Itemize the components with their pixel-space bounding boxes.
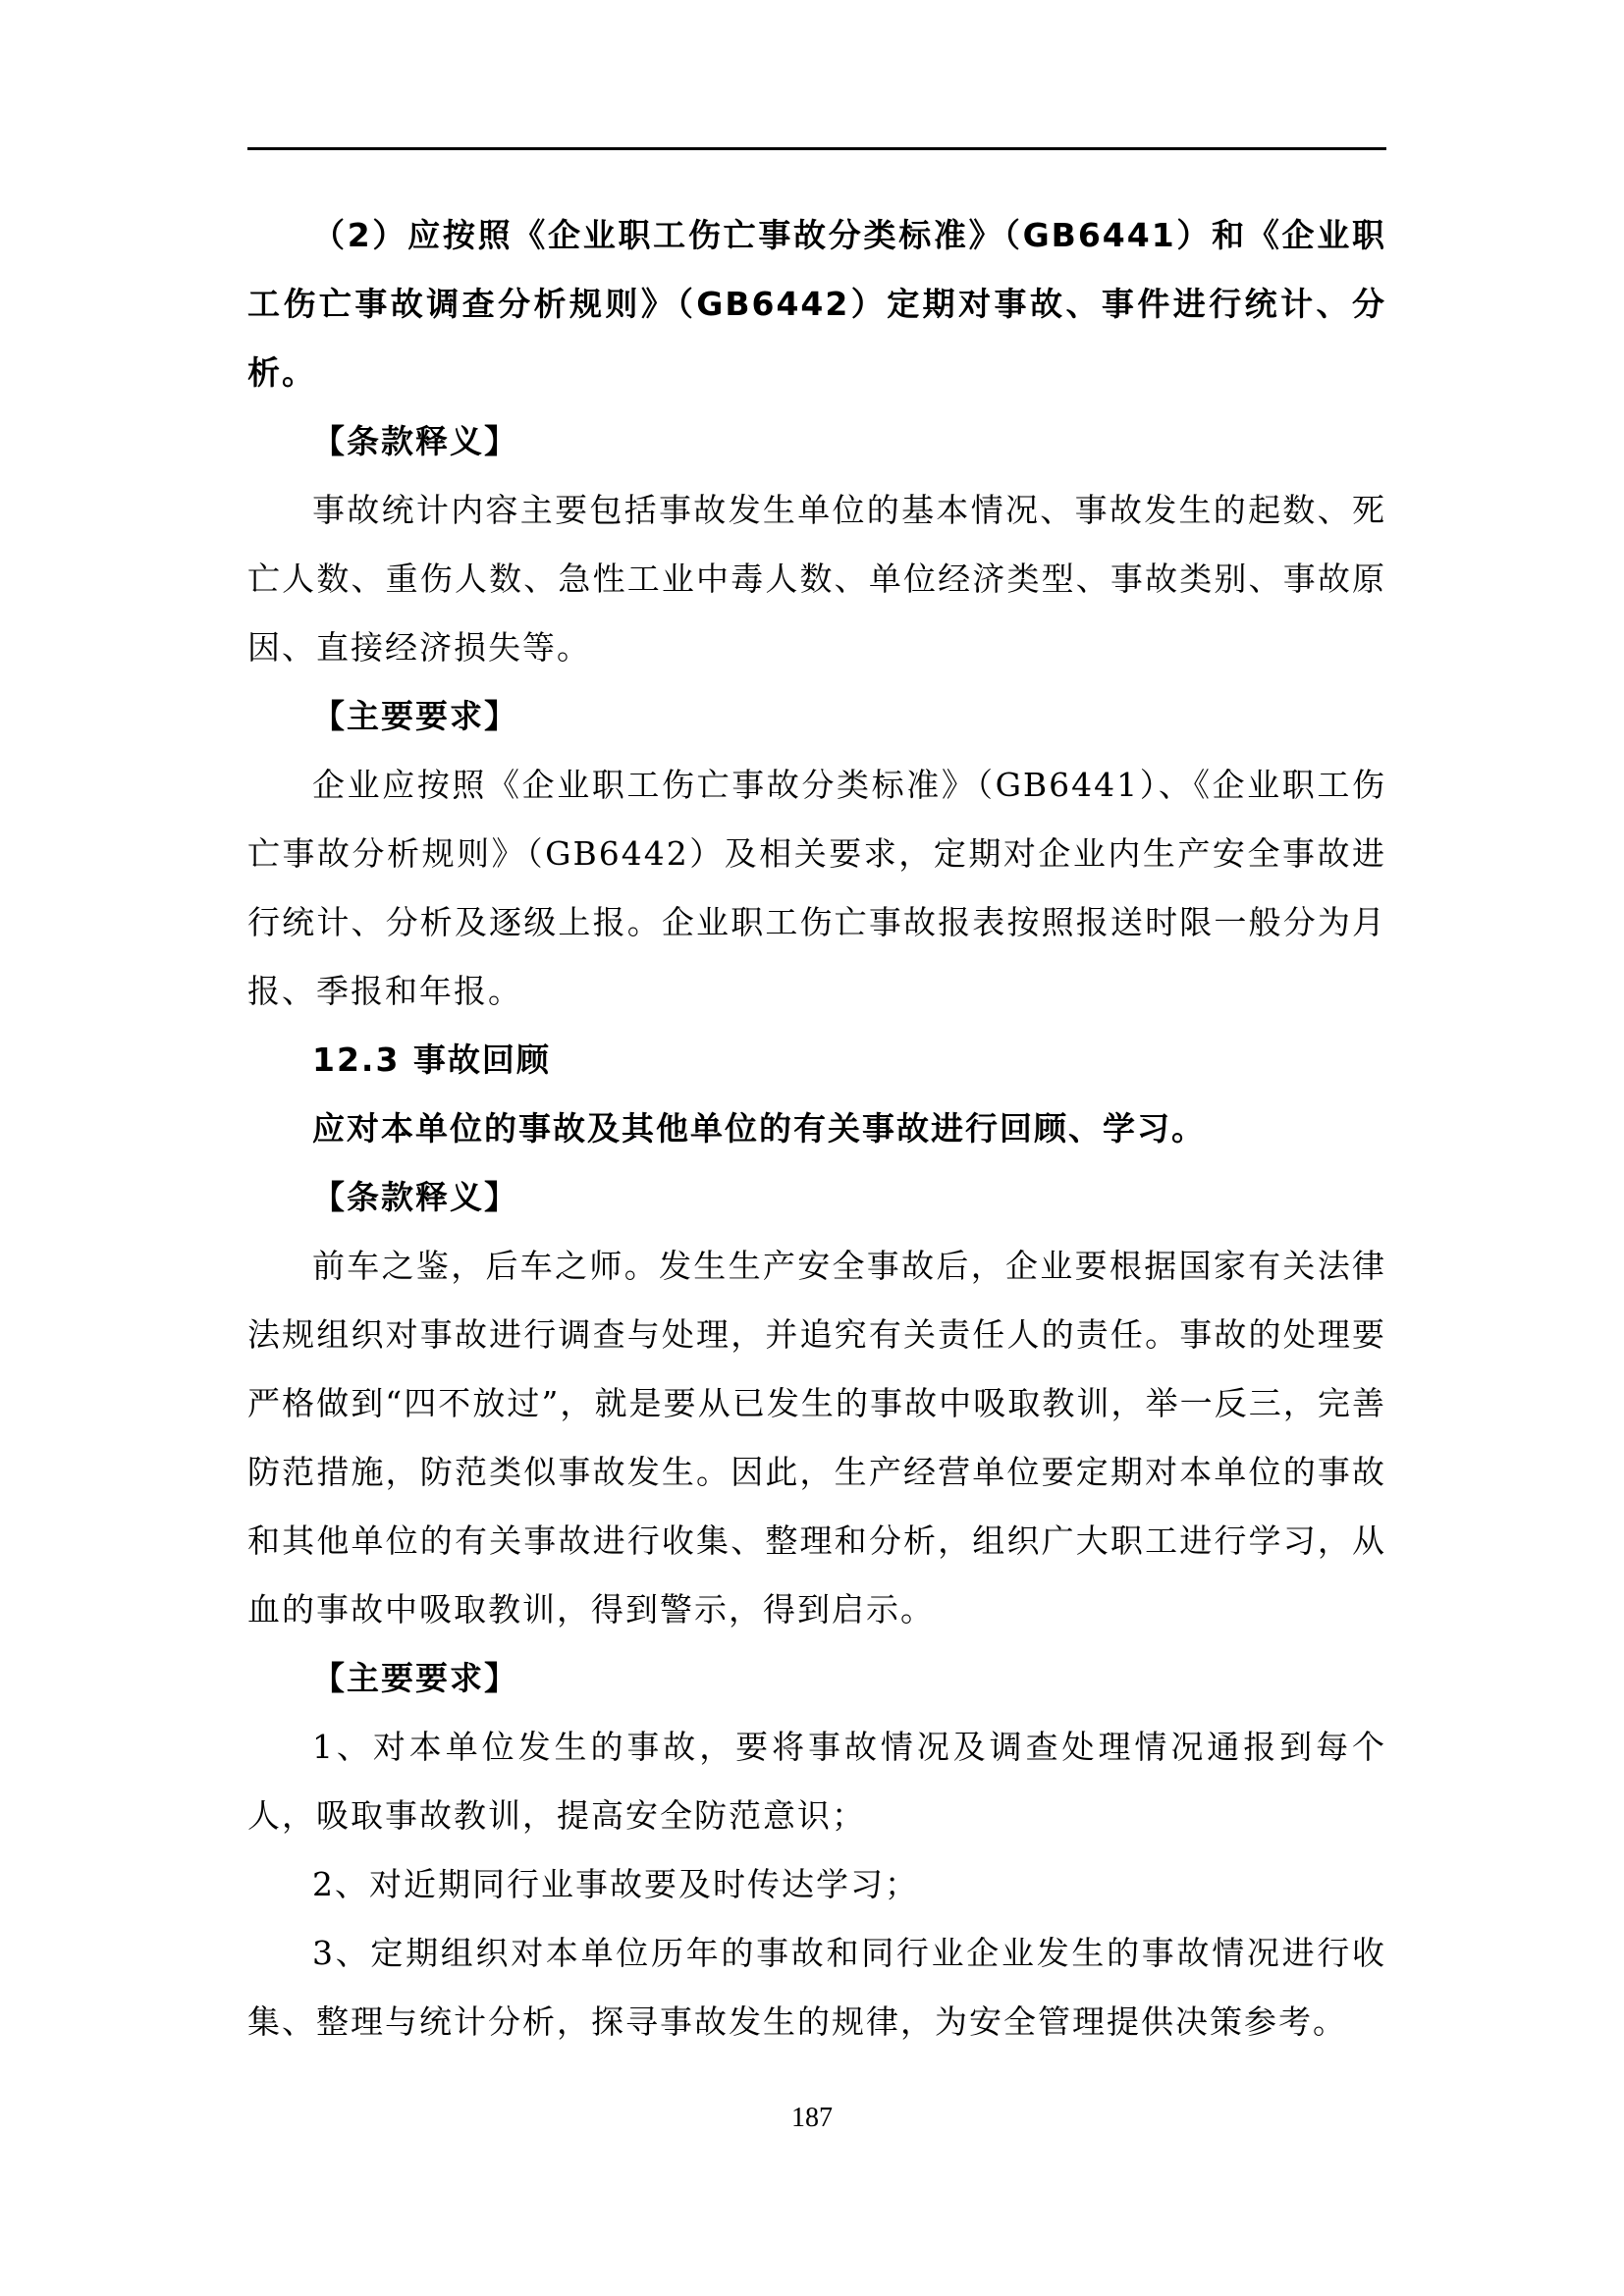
- requirement-item: 2、对近期同行业事故要及时传达学习；: [312, 1865, 919, 1903]
- requirements-heading: 【主要要求】: [312, 697, 518, 735]
- page-number: 187: [791, 2103, 833, 2133]
- section-heading-12-3: 12.3 事故回顾: [312, 1041, 551, 1079]
- interpretation-paragraph: 前车之鉴，后车之师。发生生产安全事故后，企业要根据国家有关法律法规组织对事故进行调查与处理，并追究有关责任人的责任。事故的处理要严格做到“四不放过”，就是要从已发生的事故中吸取教训，举一反三，完善防范措施，防范类似事故发生。因此，生产经营单位要定期对本单位的事故和其他单位的有关事故进行收集、整理和分析，组织广大职工进行学习，从血的事故中吸取教训，得到警示，得到启示。: [247, 1247, 1386, 1629]
- requirements-heading: 【主要要求】: [312, 1659, 518, 1697]
- document-body: [247, 201, 1386, 2056]
- interpretation-heading: 【条款释义】: [312, 1178, 518, 1216]
- interpretation-paragraph: 事故统计内容主要包括事故发生单位的基本情况、事故发生的起数、死亡人数、重伤人数、急性工业中毒人数、单位经济类型、事故类别、事故原因、直接经济损失等。: [247, 491, 1386, 667]
- clause-review-paragraph: 应对本单位的事故及其他单位的有关事故进行回顾、学习。: [312, 1109, 1206, 1148]
- requirements-paragraph: 企业应按照《企业职工伤亡事故分类标准》（GB6441）、《企业职工伤亡事故分析规则》（GB6442）及相关要求，定期对企业内生产安全事故进行统计、分析及逐级上报。企业职工伤亡事故报表按照报送时限一般分为月报、季报和年报。: [247, 766, 1386, 1010]
- clause-2-paragraph: （2）应按照《企业职工伤亡事故分类标准》（GB6441）和《企业职工伤亡事故调查分析规则》（GB6442）定期对事故、事件进行统计、分析。: [247, 216, 1386, 392]
- header-rule: [247, 147, 1386, 150]
- interpretation-heading: 【条款释义】: [312, 422, 518, 460]
- requirement-item: 3、定期组织对本单位历年的事故和同行业企业发生的事故情况进行收集、整理与统计分析，探寻事故发生的规律，为安全管理提供决策参考。: [247, 1934, 1386, 2041]
- requirement-item: 1、对本单位发生的事故，要将事故情况及调查处理情况通报到每个人，吸取事故教训，提高安全防范意识；: [247, 1728, 1386, 1835]
